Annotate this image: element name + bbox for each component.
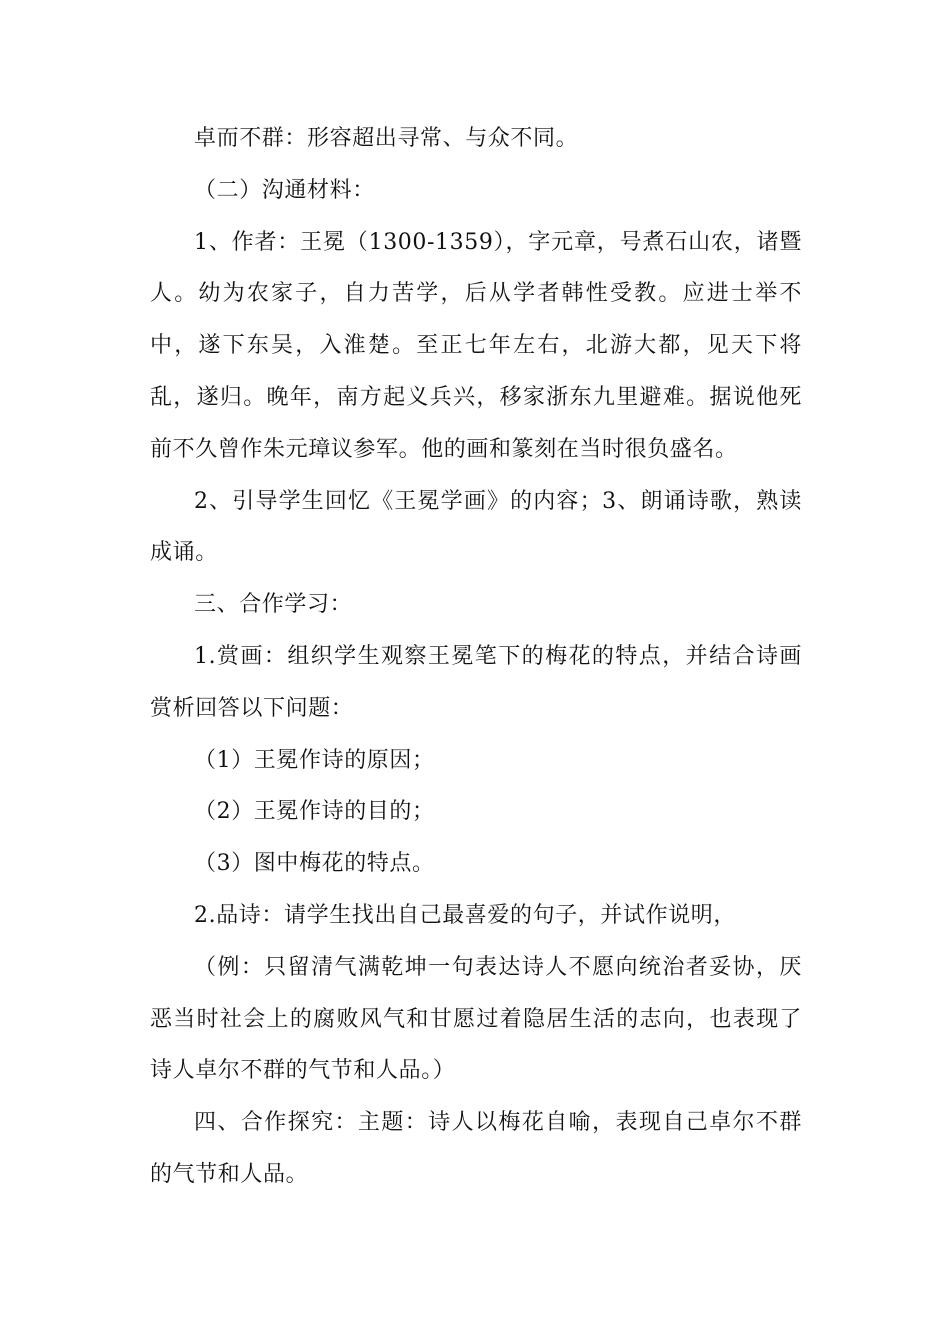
section-heading-cooperative-learning: 三、合作学习： xyxy=(194,592,353,618)
paragraph-appreciate-poem: 2.品诗：请学生找出自己最喜爱的句子，并试作说明， xyxy=(194,902,736,928)
paragraph-author: 1、作者：王冕（1300-1359），字元章，号煮石山农，诸暨人。幼为农家子，自力苦学，后从学者韩性受教。应进士举不中，遂下东吴，入淮楚。至正七年左右，北游大都，见天下将乱，遂归。晚年，南方起义兵兴，移家浙东九里避难。据说他死前不久曾作朱元璋议参军。他的画和篆刻在当时很负盛名。 xyxy=(150,229,802,462)
paragraph-appreciate-painting: 1.赏画：组织学生观察王冕笔下的梅花的特点，并结合诗画赏析回答以下问题： xyxy=(150,643,802,721)
paragraph-definition: 卓而不群：形容超出寻常、与众不同。 xyxy=(194,126,579,151)
question-item-2: （2）王冕作诗的目的； xyxy=(194,799,435,825)
paragraph-example: （例：只留清气满乾坤一句表达诗人不愿向统治者妥协，厌恶当时社会上的腐败风气和甘愿过着隐居生活的志向，也表现了诗人卓尔不群的气节和人品。） xyxy=(150,954,802,1084)
section-heading-cooperative-inquiry: 四、合作探究：主题：诗人以梅花自喻，表现自己卓尔不群的气节和人品。 xyxy=(150,1110,802,1187)
paragraph-recall-recite: 2、引导学生回忆《王冕学画》的内容；3、朗诵诗歌，熟读成诵。 xyxy=(150,488,802,566)
question-item-3: （3）图中梅花的特点。 xyxy=(194,851,435,877)
section-heading-materials: （二）沟通材料： xyxy=(194,177,375,203)
document-body xyxy=(150,113,802,1201)
question-item-1: （1）王冕作诗的原因； xyxy=(194,747,435,773)
